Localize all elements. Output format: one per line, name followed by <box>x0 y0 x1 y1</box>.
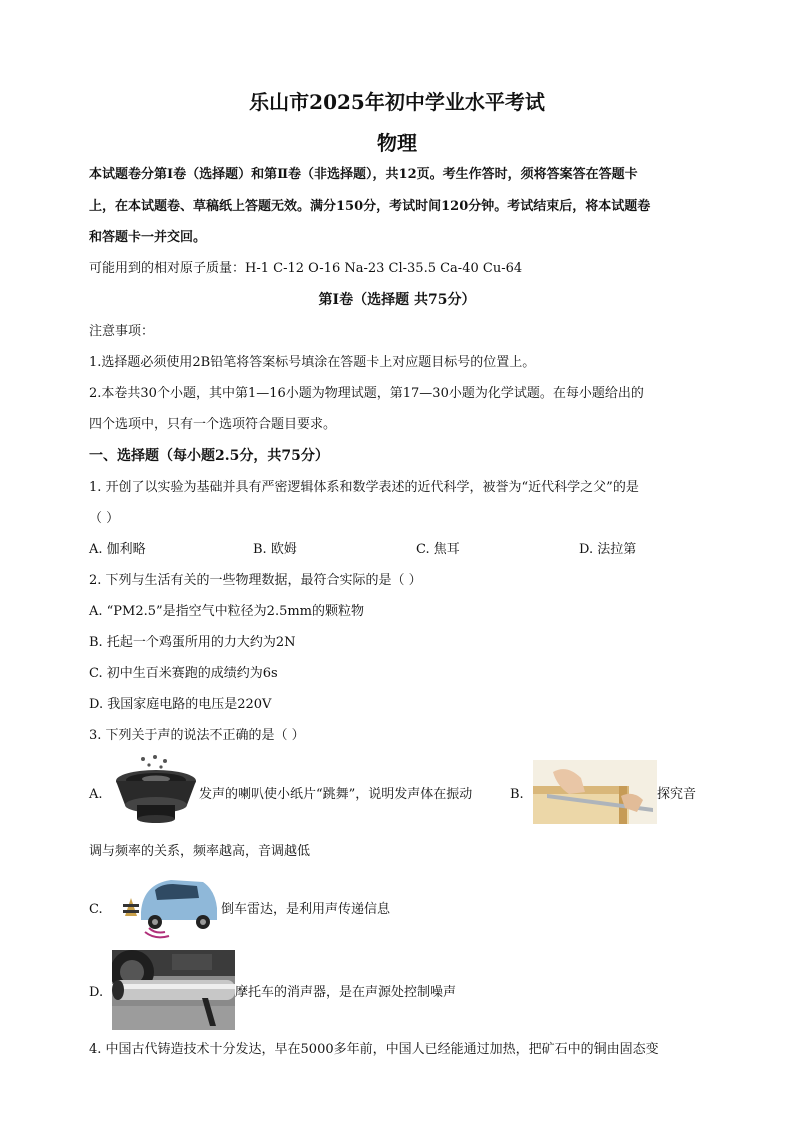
section-heading: 一、选择题（每小题2.5分，共75分） <box>89 448 329 464</box>
subject-title: 物理 <box>377 131 417 155</box>
q3-option-a-text: 发声的喇叭使小纸片“跳舞”，说明发声体在振动 <box>199 787 473 802</box>
reversing-car-image <box>111 868 221 940</box>
q2-option-c: C. 初中生百米赛跑的成绩约为6s <box>89 666 278 681</box>
q3-option-c-label: C. <box>89 902 103 917</box>
q1-option-b: B. 欧姆 <box>253 542 297 557</box>
atomic-masses: 可能用到的相对原子质量：H-1 C-12 O-16 Na-23 Cl-35.5 Ca-40 Cu-64 <box>89 261 523 276</box>
q2-option-a: A. “PM2.5”是指空气中粒径为2.5mm的颗粒物 <box>89 604 365 619</box>
q1-stem-line-2: （ ） <box>89 511 120 526</box>
q3-stem: 3. 下列关于声的说法不正确的是（ ） <box>89 728 305 743</box>
q2-stem: 2. 下列与生活有关的一些物理数据，最符合实际的是（ ） <box>89 573 422 588</box>
q2-option-b: B. 托起一个鸡蛋所用的力大约为2N <box>89 635 296 650</box>
q1-option-a: A. 伽利略 <box>89 542 146 557</box>
q1-option-c: C. 焦耳 <box>416 542 460 557</box>
part1-heading: 第Ⅰ卷（选择题 共75分） <box>318 292 476 308</box>
q1-stem-line-1: 1. 开创了以实验为基础并具有严密逻辑体系和数学表述的近代科学，被誉为“近代科学之父”的是 <box>89 480 639 495</box>
q3-option-b-text-1: 探究音 <box>657 787 697 802</box>
q3-option-c-text: 倒车雷达，是利用声传递信息 <box>221 902 391 917</box>
motorcycle-muffler-image <box>112 950 235 1030</box>
q4-stem-line-1: 4. 中国古代铸造技术十分发达，早在5000多年前，中国人已经能通过加热，把矿石中的铜由固态变 <box>89 1042 659 1057</box>
intro-line-2: 上，在本试题卷、草稿纸上答题无效。满分150分，考试时间120分钟。考试结束后，将本试题卷 <box>89 199 651 214</box>
ruler-on-table-image <box>533 760 657 824</box>
note-2-line-2: 四个选项中，只有一个选项符合题目要求。 <box>89 417 337 432</box>
q3-option-d-text: 摩托车的消声器，是在声源处控制噪声 <box>235 985 457 1000</box>
note-1: 1.选择题必须使用2B铅笔将答案标号填涂在答题卡上对应题目标号的位置上。 <box>89 355 536 370</box>
intro-line-3: 和答题卡一并交回。 <box>89 230 207 245</box>
q1-option-d: D. 法拉第 <box>579 542 637 557</box>
note-2-line-1: 2.本卷共30个小题，其中第1—16小题为物理试题，第17—30小题为化学试题。在每小题给出的 <box>89 386 644 401</box>
exam-title: 乐山市2025年初中学业水平考试 <box>249 90 545 114</box>
notes-title: 注意事项： <box>89 324 155 339</box>
q3-option-b-label: B. <box>510 787 524 802</box>
q3-option-a-label: A. <box>89 787 103 802</box>
speaker-image <box>113 753 199 825</box>
intro-line-1: 本试题卷分第Ⅰ卷（选择题）和第Ⅱ卷（非选择题），共12页。考生作答时，须将答案答在答题卡 <box>89 167 638 182</box>
q2-option-d: D. 我国家庭电路的电压是220V <box>89 697 272 712</box>
q3-option-d-label: D. <box>89 985 104 1000</box>
q3-option-b-text-2: 调与频率的关系，频率越高，音调越低 <box>89 844 311 859</box>
